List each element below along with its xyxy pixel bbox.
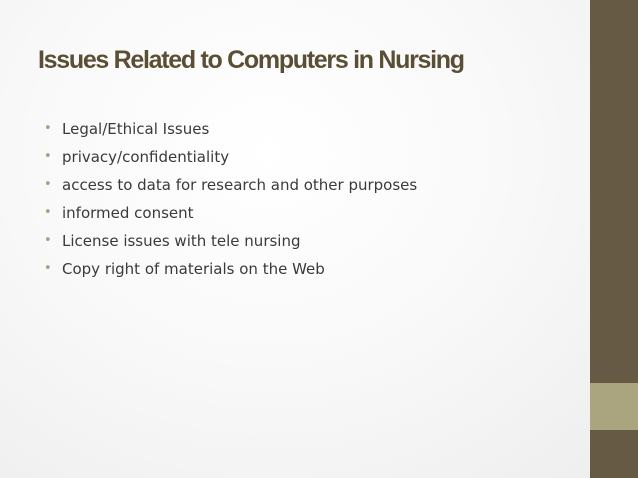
sidebar-band-accent — [590, 383, 638, 430]
bullet-item-privacy — [44, 143, 417, 171]
bullet-text: access to data for research and other purposes — [62, 176, 418, 194]
bullet-item-legal-ethical — [44, 115, 417, 143]
sidebar-band-bottom — [590, 430, 638, 478]
bullet-icon: • — [44, 233, 52, 248]
bullet-icon: • — [44, 205, 52, 220]
bullet-text: informed consent — [62, 204, 194, 222]
bullet-text: Copy right of materials on the Web — [62, 260, 325, 278]
bullet-text: Legal/Ethical Issues — [62, 120, 210, 138]
bullet-text: License issues with tele nursing — [62, 232, 301, 250]
bullet-item-license — [44, 227, 417, 255]
bullet-text: privacy/confidentiality — [62, 148, 230, 166]
decorative-sidebar — [590, 0, 638, 478]
slide-title: Issues Related to Computers in Nursing — [38, 46, 464, 74]
bullet-item-data-access — [44, 171, 417, 199]
bullet-icon: • — [44, 261, 52, 276]
bullet-list — [44, 115, 417, 283]
bullet-icon: • — [44, 121, 52, 136]
bullet-icon: • — [44, 177, 52, 192]
bullet-item-copyright — [44, 255, 417, 283]
sidebar-band-top — [590, 0, 638, 383]
bullet-item-informed-consent — [44, 199, 417, 227]
bullet-icon: • — [44, 149, 52, 164]
